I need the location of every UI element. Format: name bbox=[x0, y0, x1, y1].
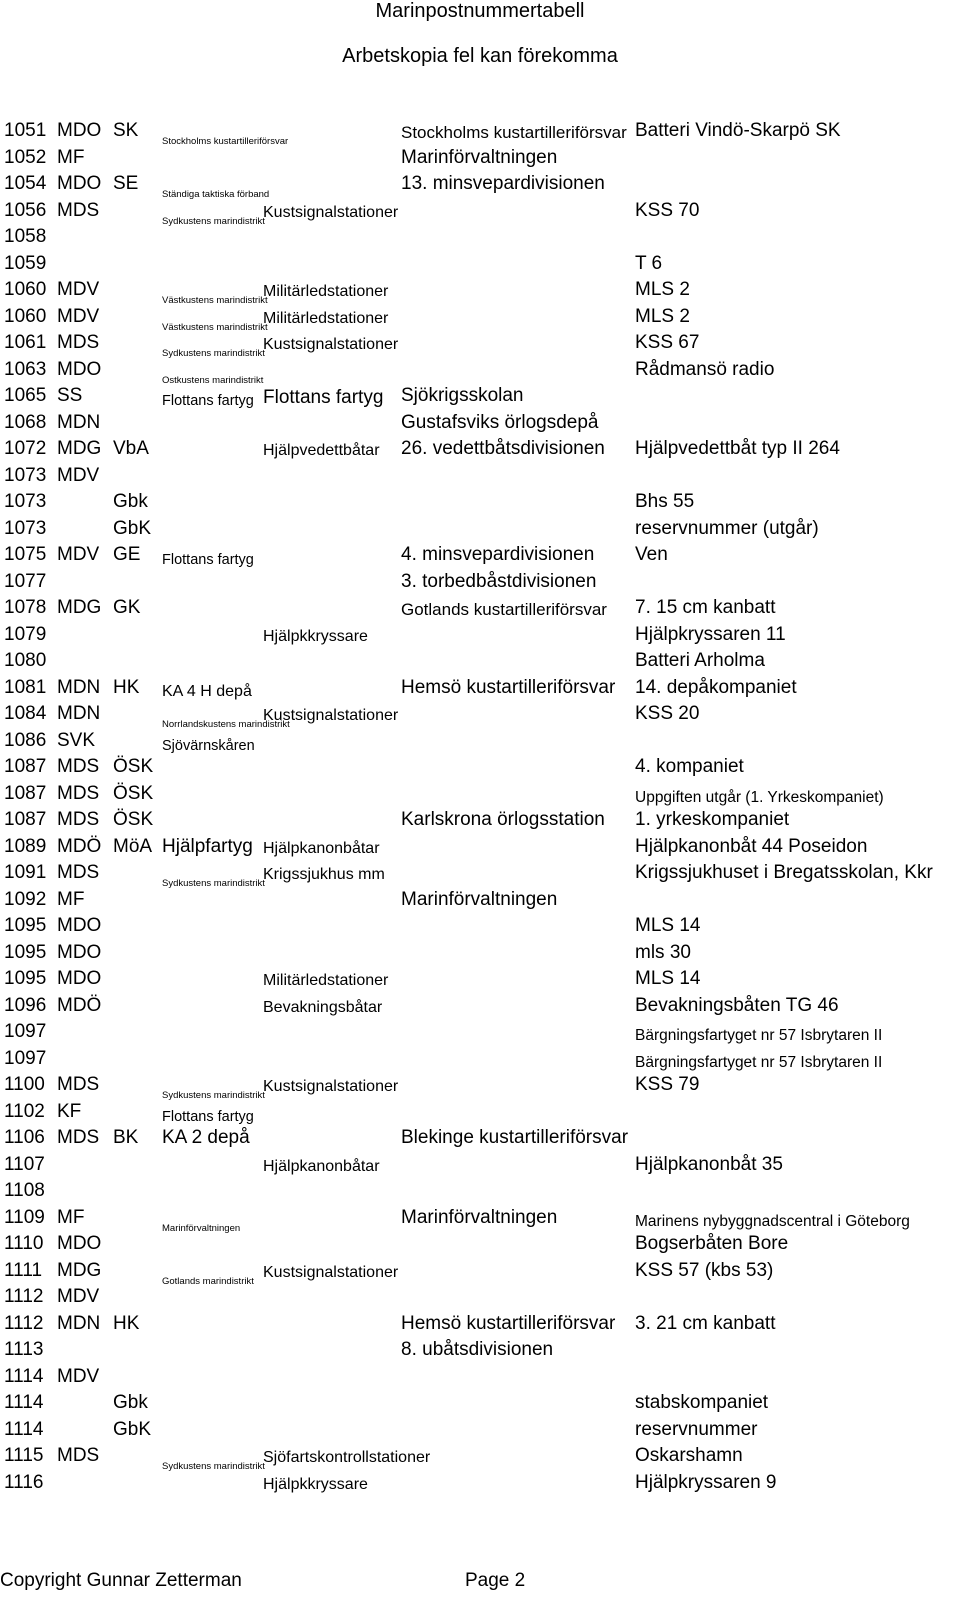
cell-beskrivning: Rådmansö radio bbox=[635, 358, 775, 380]
cell-typ: Kustsignalstationer bbox=[263, 707, 399, 724]
cell-enhet: Gotlands kustartilleriförsvar bbox=[401, 600, 607, 619]
table-row bbox=[0, 173, 960, 200]
table-row bbox=[0, 915, 960, 942]
cell-postnummer: 1115 bbox=[4, 1445, 44, 1466]
table-row bbox=[0, 995, 960, 1022]
table-row bbox=[0, 1339, 960, 1366]
table-row bbox=[0, 385, 960, 412]
cell-typ: Hjälpkanonbåtar bbox=[263, 839, 380, 857]
cell-enhet: 8. ubåtsdivisionen bbox=[401, 1339, 554, 1360]
cell-postnummer: 1061 bbox=[4, 332, 47, 353]
copyright-text: Copyright Gunnar Zetterman bbox=[0, 1570, 242, 1591]
table-row bbox=[0, 226, 960, 253]
table-row bbox=[0, 624, 960, 651]
cell-kategori: Hjälpfartyg bbox=[162, 835, 253, 857]
cell-postnummer: 1095 bbox=[4, 968, 47, 989]
cell-myndighet: MDS bbox=[57, 332, 100, 353]
cell-myndighet: MDG bbox=[57, 1259, 102, 1281]
cell-typ: Krigssjukhus mm bbox=[263, 866, 385, 883]
cell-beskrivning: 3. 21 cm kanbatt bbox=[635, 1312, 776, 1334]
cell-typ: Kustsignalstationer bbox=[263, 203, 399, 221]
cell-postnummer: 1084 bbox=[4, 703, 47, 724]
cell-postnummer: 1060 bbox=[4, 279, 47, 300]
page-title: Marinpostnummertabell bbox=[375, 0, 585, 22]
table-row bbox=[0, 306, 960, 333]
cell-beskrivning: Hjälpkryssaren 9 bbox=[635, 1471, 777, 1493]
cell-myndighet: MDO bbox=[57, 941, 102, 963]
cell-beskrivning: Hjälpkanonbåt 44 Poseidon bbox=[635, 835, 868, 857]
cell-beskrivning: 7. 15 cm kanbatt bbox=[635, 597, 776, 618]
cell-postnummer: 1091 bbox=[4, 862, 47, 883]
cell-beskrivning: mls 30 bbox=[635, 941, 691, 963]
cell-myndighet: MDN bbox=[57, 676, 101, 698]
table-row bbox=[0, 147, 960, 174]
cell-postnummer: 1054 bbox=[4, 173, 47, 194]
cell-enhet: Hemsö kustartilleriförsvar bbox=[401, 1312, 616, 1334]
cell-typ: Sjöfartskontrollstationer bbox=[263, 1449, 431, 1466]
cell-typ: Hjälpkkryssare bbox=[263, 627, 368, 645]
cell-beskrivning: Bhs 55 bbox=[635, 491, 695, 512]
cell-postnummer: 1111 bbox=[4, 1259, 43, 1281]
cell-beskrivning: MLS 2 bbox=[635, 305, 690, 327]
cell-postnummer: 1065 bbox=[4, 385, 47, 406]
cell-postnummer: 1112 bbox=[4, 1286, 44, 1307]
cell-beskrivning: Batteri Vindö-Skarpö SK bbox=[635, 120, 841, 141]
cell-myndighet: MDN bbox=[57, 703, 101, 724]
table-row bbox=[0, 703, 960, 730]
cell-myndighet: MDO bbox=[57, 358, 102, 380]
cell-beskrivning: stabskompaniet bbox=[635, 1392, 769, 1413]
cell-typ: Kustsignalstationer bbox=[263, 1263, 399, 1281]
cell-myndighet: MDS bbox=[57, 782, 100, 804]
cell-typ: Kustsignalstationer bbox=[263, 1078, 399, 1095]
table-row bbox=[0, 1101, 960, 1128]
cell-myndighet: MDO bbox=[57, 173, 102, 194]
cell-myndighet: MDN bbox=[57, 411, 101, 433]
cell-postnummer: 1060 bbox=[4, 305, 47, 327]
table-row bbox=[0, 1286, 960, 1313]
cell-beskrivning: Oskarshamn bbox=[635, 1445, 743, 1466]
table-row bbox=[0, 1074, 960, 1101]
cell-myndighet: MF bbox=[57, 146, 85, 168]
cell-postnummer: 1052 bbox=[4, 146, 47, 168]
cell-postnummer: 1068 bbox=[4, 411, 47, 433]
table-row bbox=[0, 1207, 960, 1234]
cell-kategori: Ständiga taktiska förband bbox=[162, 189, 270, 200]
cell-enhet: Marinförvaltningen bbox=[401, 1206, 558, 1228]
table-row bbox=[0, 491, 960, 518]
cell-kategori: Stockholms kustartilleriförsvar bbox=[162, 136, 289, 147]
table-row bbox=[0, 279, 960, 306]
cell-kategori: KA 2 depå bbox=[162, 1127, 250, 1148]
cell-beskrivning: KSS 67 bbox=[635, 332, 700, 353]
cell-enhet: Marinförvaltningen bbox=[401, 146, 558, 168]
table-row bbox=[0, 1313, 960, 1340]
cell-postnummer: 1114 bbox=[4, 1365, 44, 1387]
cell-enhet: Gustafsviks örlogsdepå bbox=[401, 411, 599, 433]
table-row bbox=[0, 544, 960, 571]
cell-beskrivning: Krigssjukhuset i Bregatsskolan, Kkr bbox=[635, 862, 933, 883]
cell-enhet: 3. torbedbåstdivisionen bbox=[401, 570, 597, 592]
cell-kategori: Sjövärnskåren bbox=[162, 737, 255, 754]
cell-postnummer: 1109 bbox=[4, 1206, 45, 1228]
cell-myndighet: MDS bbox=[57, 862, 100, 883]
cell-typ: Bevakningsbåtar bbox=[263, 998, 383, 1016]
cell-postnummer: 1058 bbox=[4, 226, 47, 247]
cell-postnummer: 1107 bbox=[4, 1153, 45, 1175]
cell-forband-kod: Gbk bbox=[113, 491, 148, 512]
table-row bbox=[0, 1472, 960, 1499]
cell-forband-kod: VbA bbox=[113, 438, 149, 459]
cell-postnummer: 1097 bbox=[4, 1021, 47, 1042]
cell-kategori: Norrlandskustens marindistrikt bbox=[162, 719, 290, 730]
cell-postnummer: 1100 bbox=[4, 1074, 45, 1095]
cell-forband-kod: HK bbox=[113, 1312, 140, 1334]
cell-kategori: Sydkustens marindistrikt bbox=[162, 215, 265, 227]
cell-forband-kod: SE bbox=[113, 173, 139, 194]
table-row bbox=[0, 1260, 960, 1287]
table-row bbox=[0, 1392, 960, 1419]
cell-kategori: Västkustens marindistrikt bbox=[162, 321, 268, 333]
cell-beskrivning: KSS 57 (kbs 53) bbox=[635, 1259, 774, 1281]
table-row bbox=[0, 968, 960, 995]
cell-myndighet: MDS bbox=[57, 756, 100, 777]
cell-postnummer: 1095 bbox=[4, 915, 47, 936]
cell-postnummer: 1106 bbox=[4, 1127, 45, 1148]
cell-myndighet: MDG bbox=[57, 438, 102, 459]
table-row bbox=[0, 253, 960, 280]
cell-kategori: Flottans fartyg bbox=[162, 1108, 254, 1125]
cell-postnummer: 1087 bbox=[4, 782, 47, 804]
cell-enhet: 26. vedettbåtsdivisionen bbox=[401, 438, 605, 459]
cell-postnummer: 1080 bbox=[4, 650, 47, 671]
cell-myndighet: MDS bbox=[57, 1074, 100, 1095]
cell-beskrivning: reservnummer (utgår) bbox=[635, 517, 819, 539]
table-row bbox=[0, 1127, 960, 1154]
cell-postnummer: 1087 bbox=[4, 756, 47, 777]
cell-postnummer: 1116 bbox=[4, 1471, 44, 1493]
cell-typ: Militärledstationer bbox=[263, 283, 389, 300]
cell-postnummer: 1102 bbox=[4, 1100, 45, 1122]
cell-myndighet: MDS bbox=[57, 1127, 100, 1148]
cell-forband-kod: ÖSK bbox=[113, 782, 154, 804]
cell-postnummer: 1113 bbox=[4, 1339, 44, 1360]
cell-myndighet: MDO bbox=[57, 915, 102, 936]
cell-myndighet: MDS bbox=[57, 199, 100, 221]
cell-myndighet: MDO bbox=[57, 1233, 102, 1254]
cell-postnummer: 1073 bbox=[4, 464, 47, 486]
cell-enhet: Stockholms kustartilleriförsvar bbox=[401, 123, 627, 142]
table-row bbox=[0, 836, 960, 863]
cell-myndighet: MDV bbox=[57, 544, 100, 565]
cell-postnummer: 1063 bbox=[4, 358, 47, 380]
table-row bbox=[0, 889, 960, 916]
cell-forband-kod: MöA bbox=[113, 835, 153, 857]
cell-kategori: Flottans fartyg bbox=[162, 552, 254, 568]
cell-myndighet: MDS bbox=[57, 809, 100, 830]
cell-postnummer: 1059 bbox=[4, 252, 47, 274]
cell-beskrivning: MLS 14 bbox=[635, 968, 701, 989]
cell-beskrivning: 1. yrkeskompaniet bbox=[635, 809, 790, 830]
cell-postnummer: 1096 bbox=[4, 994, 47, 1016]
table-row bbox=[0, 730, 960, 757]
table-row bbox=[0, 1021, 960, 1048]
cell-kategori: Gotlands marindistrikt bbox=[162, 1275, 254, 1287]
cell-myndighet: MDÖ bbox=[57, 994, 102, 1016]
cell-postnummer: 1112 bbox=[4, 1312, 44, 1334]
cell-enhet: Blekinge kustartilleriförsvar bbox=[401, 1127, 629, 1148]
cell-typ: Hjälpkkryssare bbox=[263, 1475, 368, 1493]
cell-beskrivning: Uppgiften utgår (1. Yrkeskompaniet) bbox=[635, 788, 884, 806]
cell-beskrivning: Hjälpvedettbåt typ II 264 bbox=[635, 438, 840, 459]
cell-enhet: Marinförvaltningen bbox=[401, 888, 558, 910]
cell-postnummer: 1092 bbox=[4, 888, 47, 910]
cell-postnummer: 1051 bbox=[4, 120, 47, 141]
table-row bbox=[0, 809, 960, 836]
cell-postnummer: 1110 bbox=[4, 1233, 44, 1254]
cell-forband-kod: GK bbox=[113, 597, 141, 618]
cell-beskrivning: 4. kompaniet bbox=[635, 756, 744, 777]
cell-beskrivning: Bärgningsfartyget nr 57 Isbrytaren II bbox=[635, 1053, 883, 1071]
postnummer-table bbox=[0, 120, 960, 1498]
cell-beskrivning: KSS 79 bbox=[635, 1074, 700, 1095]
table-row bbox=[0, 677, 960, 704]
cell-beskrivning: Bevakningsbåten TG 46 bbox=[635, 994, 839, 1016]
cell-postnummer: 1078 bbox=[4, 597, 47, 618]
cell-postnummer: 1073 bbox=[4, 491, 47, 512]
table-row bbox=[0, 862, 960, 889]
cell-postnummer: 1108 bbox=[4, 1180, 45, 1201]
cell-beskrivning: KSS 20 bbox=[635, 703, 700, 724]
cell-postnummer: 1086 bbox=[4, 729, 47, 751]
table-row bbox=[0, 1366, 960, 1393]
cell-postnummer: 1087 bbox=[4, 809, 47, 830]
cell-beskrivning: T 6 bbox=[635, 252, 663, 274]
cell-postnummer: 1097 bbox=[4, 1047, 47, 1069]
cell-postnummer: 1079 bbox=[4, 623, 47, 645]
cell-enhet: 4. minsvepardivisionen bbox=[401, 544, 595, 565]
cell-kategori: Ostkustens marindistrikt bbox=[162, 374, 264, 386]
cell-myndighet: MDS bbox=[57, 1445, 100, 1466]
page-number: Page 2 bbox=[465, 1570, 526, 1591]
cell-typ: Hjälpkanonbåtar bbox=[263, 1157, 380, 1175]
cell-postnummer: 1095 bbox=[4, 941, 47, 963]
cell-kategori: Sydkustens marindistrikt bbox=[162, 878, 265, 889]
cell-beskrivning: KSS 70 bbox=[635, 199, 700, 221]
table-row bbox=[0, 942, 960, 969]
cell-beskrivning: MLS 2 bbox=[635, 279, 690, 300]
cell-beskrivning: Batteri Arholma bbox=[635, 650, 765, 671]
cell-myndighet: MF bbox=[57, 888, 85, 910]
cell-forband-kod: HK bbox=[113, 676, 140, 698]
cell-myndighet: MDV bbox=[57, 1286, 100, 1307]
cell-postnummer: 1114 bbox=[4, 1392, 44, 1413]
cell-myndighet: MDÖ bbox=[57, 835, 102, 857]
cell-kategori: Västkustens marindistrikt bbox=[162, 295, 268, 306]
cell-beskrivning: MLS 14 bbox=[635, 915, 701, 936]
cell-kategori: Flottans fartyg bbox=[162, 393, 254, 409]
cell-forband-kod: ÖSK bbox=[113, 756, 154, 777]
cell-forband-kod: Gbk bbox=[113, 1392, 148, 1413]
cell-forband-kod: GbK bbox=[113, 1418, 152, 1440]
table-row bbox=[0, 1180, 960, 1207]
table-row bbox=[0, 1419, 960, 1446]
table-row bbox=[0, 650, 960, 677]
cell-enhet: Hemsö kustartilleriförsvar bbox=[401, 676, 616, 698]
table-row bbox=[0, 200, 960, 227]
cell-postnummer: 1056 bbox=[4, 199, 47, 221]
table-row bbox=[0, 1233, 960, 1260]
cell-myndighet: MDG bbox=[57, 597, 102, 618]
table-row bbox=[0, 465, 960, 492]
cell-beskrivning: reservnummer bbox=[635, 1418, 758, 1440]
table-row bbox=[0, 783, 960, 810]
cell-myndighet: MDV bbox=[57, 279, 100, 300]
cell-forband-kod: BK bbox=[113, 1127, 139, 1148]
cell-postnummer: 1114 bbox=[4, 1418, 44, 1440]
table-row bbox=[0, 1048, 960, 1075]
cell-beskrivning: Hjälpkanonbåt 35 bbox=[635, 1153, 783, 1175]
table-row bbox=[0, 518, 960, 545]
cell-myndighet: MF bbox=[57, 1206, 85, 1228]
table-row bbox=[0, 1154, 960, 1181]
cell-typ: Hjälpvedettbåtar bbox=[263, 442, 380, 459]
table-row bbox=[0, 597, 960, 624]
table-row bbox=[0, 756, 960, 783]
cell-postnummer: 1089 bbox=[4, 835, 47, 857]
cell-kategori: Sydkustens marindistrikt bbox=[162, 1461, 265, 1472]
cell-myndighet: MDV bbox=[57, 305, 100, 327]
cell-forband-kod: GE bbox=[113, 544, 141, 565]
table-row bbox=[0, 412, 960, 439]
page-subtitle: Arbetskopia fel kan förekomma bbox=[342, 45, 618, 67]
table-row bbox=[0, 332, 960, 359]
cell-beskrivning: Ven bbox=[635, 544, 668, 565]
table-row bbox=[0, 571, 960, 598]
cell-beskrivning: 14. depåkompaniet bbox=[635, 676, 797, 698]
cell-typ: Militärledstationer bbox=[263, 309, 389, 327]
cell-postnummer: 1072 bbox=[4, 438, 47, 459]
table-row bbox=[0, 120, 960, 147]
cell-kategori: KA 4 H depå bbox=[162, 682, 252, 700]
cell-kategori: Sydkustens marindistrikt bbox=[162, 1090, 265, 1101]
cell-enhet: Karlskrona örlogsstation bbox=[401, 809, 605, 830]
cell-postnummer: 1081 bbox=[4, 676, 47, 698]
cell-beskrivning: Marinens nybyggnadscentral i Göteborg bbox=[635, 1212, 910, 1230]
cell-beskrivning: Bärgningsfartyget nr 57 Isbrytaren II bbox=[635, 1027, 883, 1044]
cell-myndighet: MDV bbox=[57, 464, 100, 486]
cell-enhet: 13. minsvepardivisionen bbox=[401, 173, 605, 194]
cell-myndighet: MDO bbox=[57, 120, 102, 141]
table-row bbox=[0, 359, 960, 386]
cell-forband-kod: ÖSK bbox=[113, 809, 154, 830]
table-row bbox=[0, 1445, 960, 1472]
cell-kategori: Sydkustens marindistrikt bbox=[162, 348, 265, 359]
cell-myndighet: MDN bbox=[57, 1312, 101, 1334]
cell-postnummer: 1075 bbox=[4, 544, 47, 565]
cell-myndighet: KF bbox=[57, 1100, 82, 1122]
table-row bbox=[0, 438, 960, 465]
cell-typ: Militärledstationer bbox=[263, 972, 389, 989]
cell-postnummer: 1077 bbox=[4, 570, 47, 592]
cell-myndighet: MDV bbox=[57, 1365, 100, 1387]
cell-beskrivning: Bogserbåten Bore bbox=[635, 1233, 789, 1254]
cell-postnummer: 1073 bbox=[4, 517, 47, 539]
cell-forband-kod: GbK bbox=[113, 517, 152, 539]
cell-beskrivning: Hjälpkryssaren 11 bbox=[635, 623, 786, 645]
cell-myndighet: SVK bbox=[57, 729, 96, 751]
cell-kategori: Marinförvaltningen bbox=[162, 1222, 241, 1234]
cell-forband-kod: SK bbox=[113, 120, 139, 141]
cell-typ: Flottans fartyg bbox=[263, 387, 384, 408]
cell-enhet: Sjökrigsskolan bbox=[401, 385, 524, 406]
cell-typ: Kustsignalstationer bbox=[263, 336, 399, 353]
cell-myndighet: MDO bbox=[57, 968, 102, 989]
cell-myndighet: SS bbox=[57, 385, 83, 406]
